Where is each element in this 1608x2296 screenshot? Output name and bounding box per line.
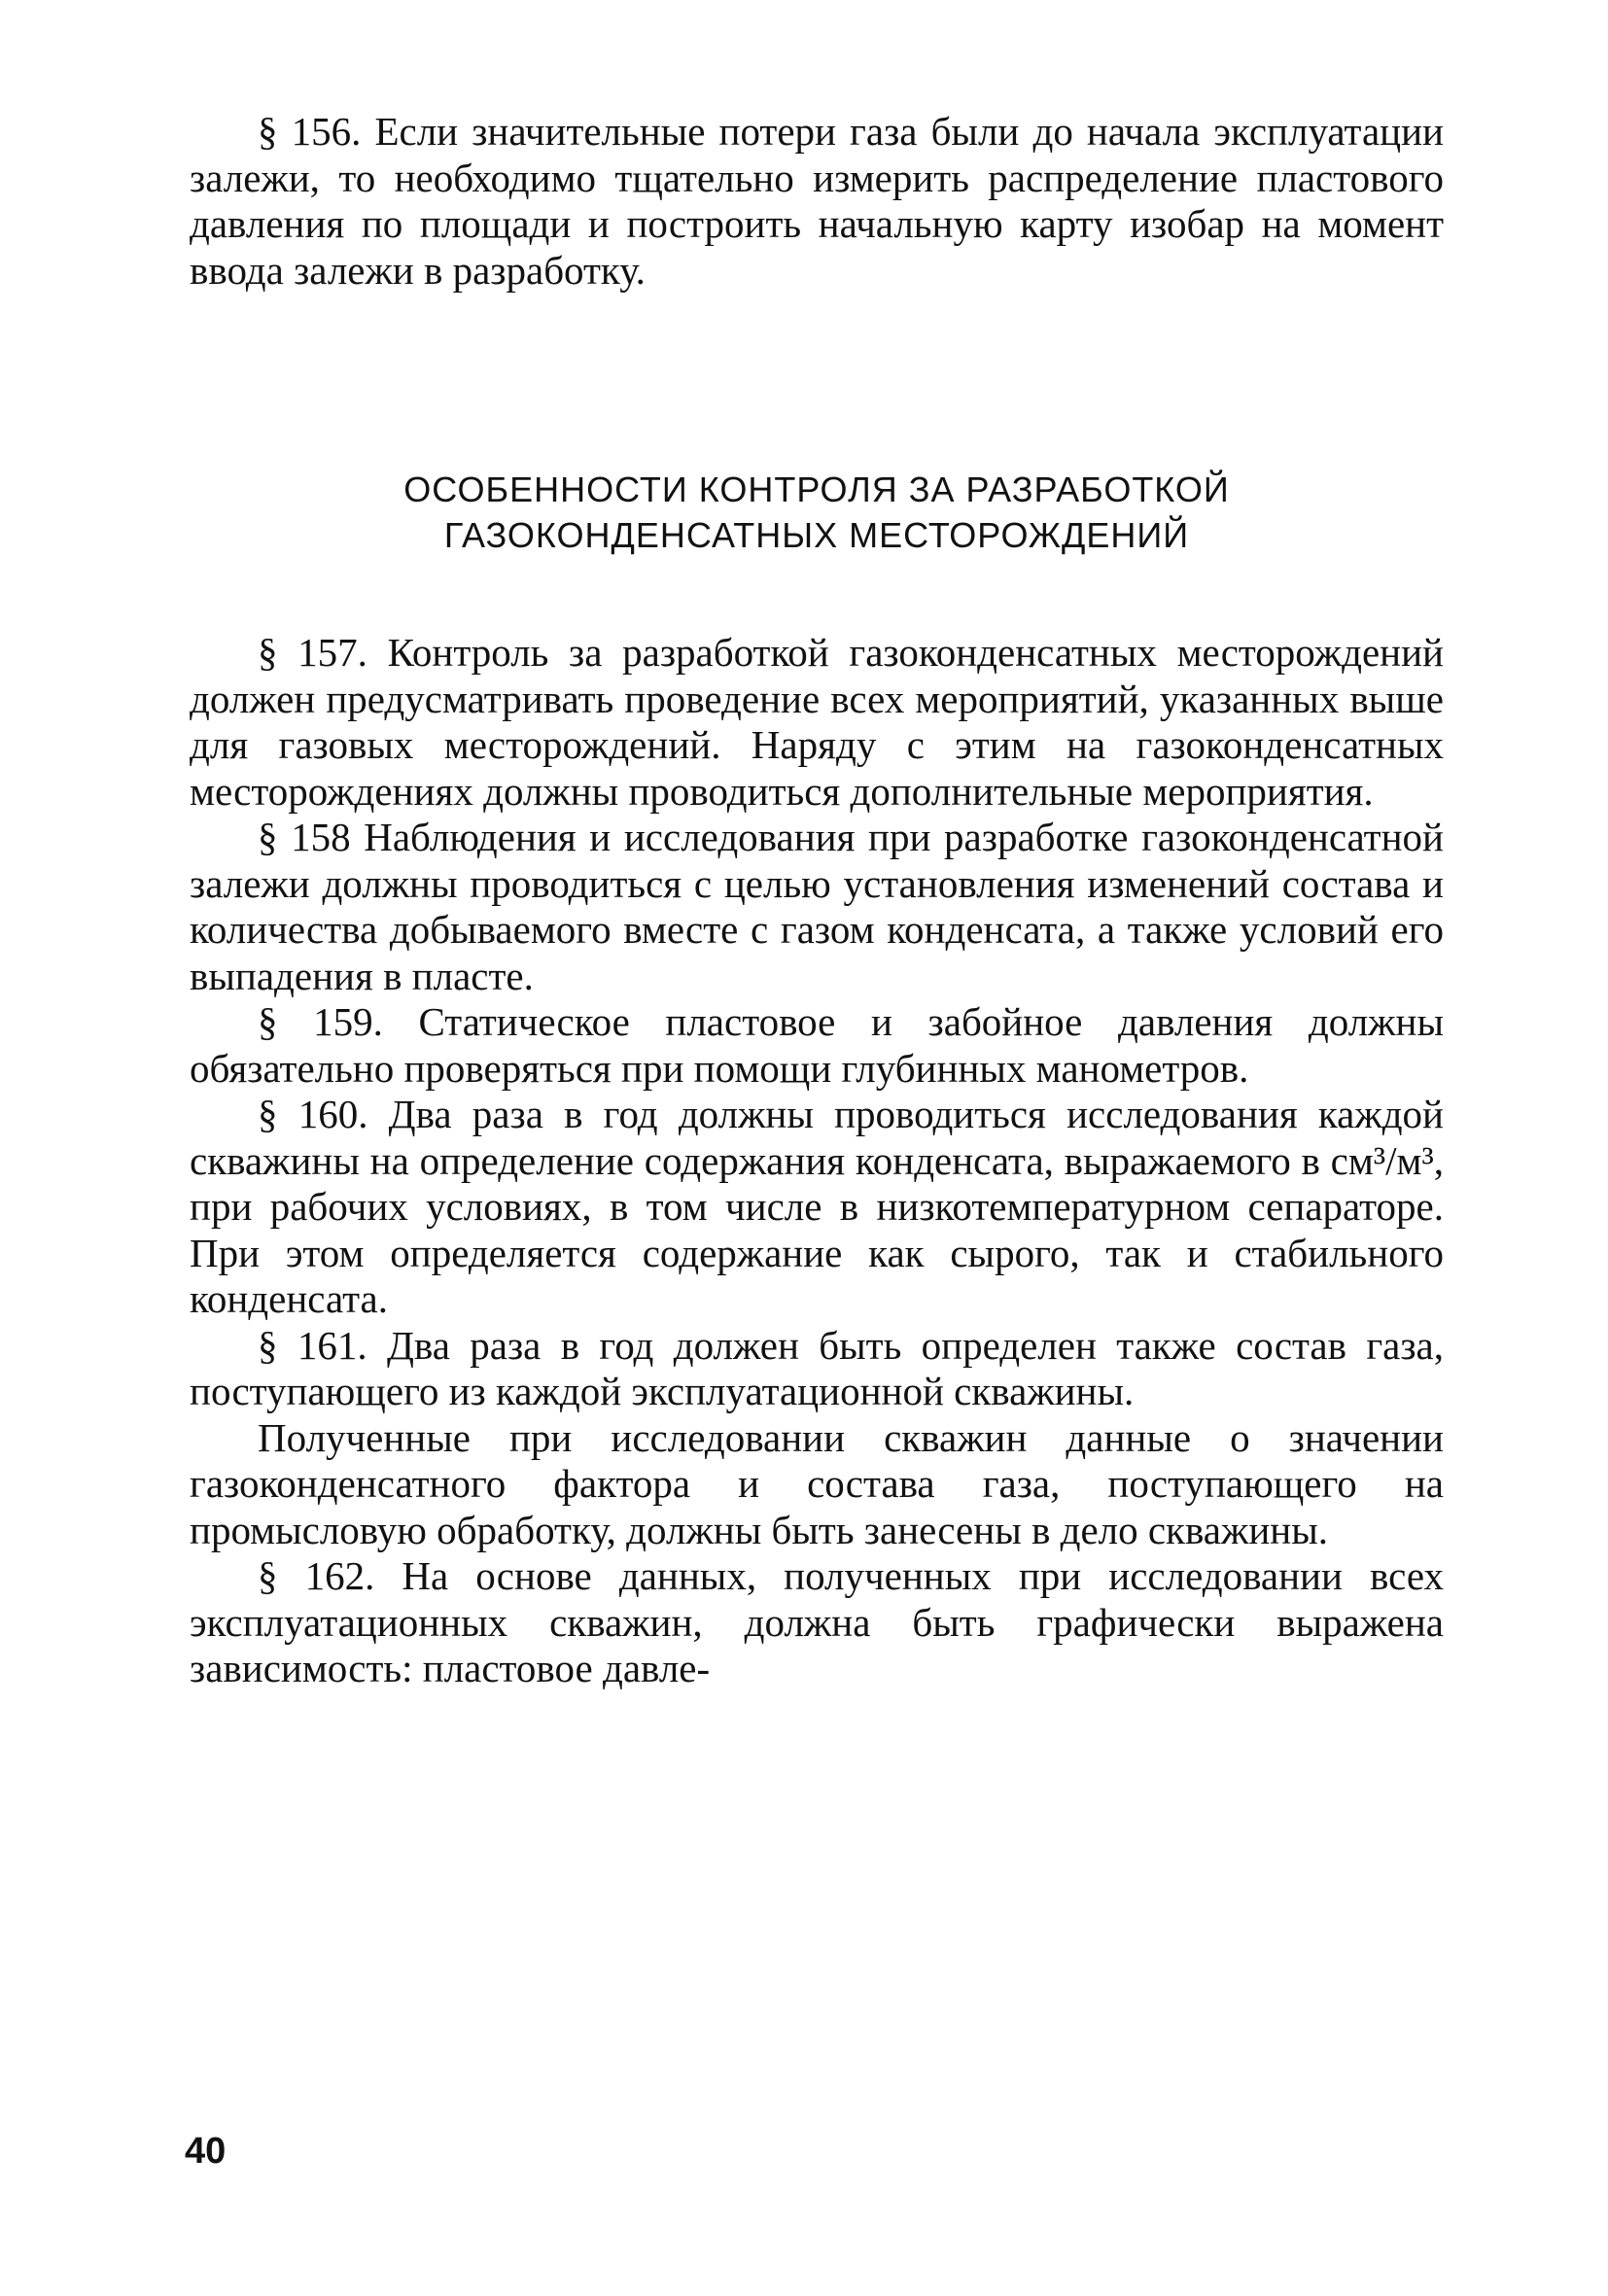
section-heading-line-2: ГАЗОКОНДЕНСАТНЫХ МЕСТОРОЖДЕНИЙ bbox=[443, 515, 1190, 555]
paragraph-158: § 158 Наблюдения и исследования при разработке газоконденсатной залежи должны проводиться с целью установления изменений состава и количества добываемого вместе с газом конденсата, а также условий его выпадения в пласте. bbox=[190, 815, 1444, 998]
paragraph-159: § 159. Статическое пластовое и забойное давления должны обязательно проверяться при помощи глубинных манометров. bbox=[190, 999, 1444, 1091]
paragraph-161: § 161. Два раза в год должен быть определен также состав газа, поступающего из каждой эксплуатационной скважины. bbox=[190, 1322, 1444, 1413]
paragraph-161-continued: Полученные при исследовании скважин данные о значении газоконденсатного фактора и состава газа, поступающего на промысловую обработку, должны быть занесены в дело скважины. bbox=[190, 1414, 1444, 1552]
paragraph-156: § 156. Если значительные потери газа были до начала эксплуатации залежи, то необходимо тщательно измерить распределение пластового давления по площади и построить начальную карту изобар на момент ввода залежи в разработку. bbox=[190, 109, 1444, 293]
page-body bbox=[190, 109, 1444, 1692]
page-number: 40 bbox=[185, 2131, 227, 2172]
section-heading bbox=[190, 467, 1444, 558]
paragraph-157: § 157. Контроль за разработкой газоконденсатных месторождений должен предусматривать проведение всех мероприятий, указанных выше для газовых месторождений. Наряду с этим на газоконденсатных месторождениях должны проводиться дополнительные мероприятия. bbox=[190, 630, 1444, 814]
section-heading-line-1: ОСОБЕННОСТИ КОНТРОЛЯ ЗА РАЗРАБОТКОЙ bbox=[403, 470, 1230, 509]
paragraph-160: § 160. Два раза в год должны проводиться исследования каждой скважины на определение содержания конденсата, выражаемого в см³/м³, при рабочих условиях, в том числе в низкотемпературном сепараторе. При этом определяется содержание как сырого, так и стабильного конденсата. bbox=[190, 1092, 1444, 1321]
paragraph-162: § 162. На основе данных, полученных при исследовании всех эксплуатационных скважин, должна быть графически выражена зависимость: пластовое давле- bbox=[190, 1553, 1444, 1690]
